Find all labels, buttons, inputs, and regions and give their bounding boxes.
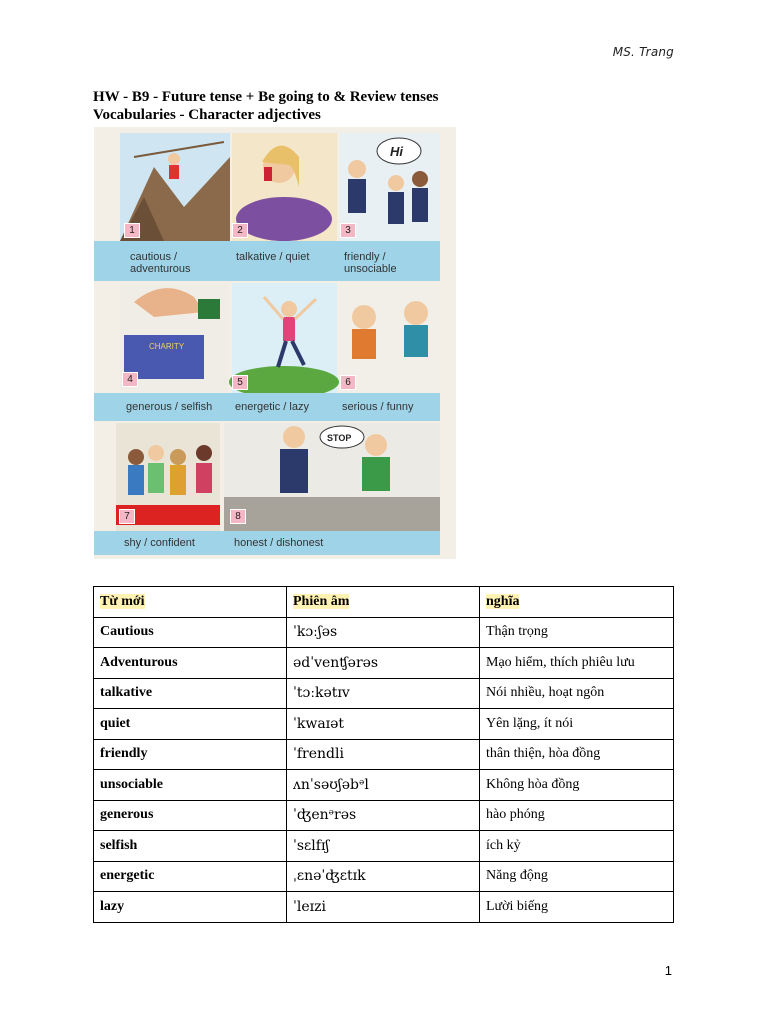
panel-caption: [130, 251, 230, 275]
author-name: MS. Trang: [612, 45, 674, 59]
header-label: Từ mới: [100, 593, 145, 609]
panel-caption-text: talkative / quiet: [236, 251, 310, 263]
table-row: [94, 739, 674, 770]
cell-meaning: Nói nhiều, hoạt ngôn: [480, 678, 674, 709]
panel-number: 6: [340, 375, 356, 390]
cell-meaning: hào phóng: [480, 800, 674, 831]
cell-pronunciation: ˈleɪzi: [287, 892, 480, 923]
cell-word: quiet: [94, 709, 287, 740]
cell-pronunciation: ˈtɔːkətɪv: [287, 678, 480, 709]
column-header-meaning: [480, 587, 674, 618]
cell-pronunciation: ˈʤenᵊrəs: [287, 800, 480, 831]
table-row: [94, 617, 674, 648]
panel-number: 7: [119, 509, 135, 524]
title-line-2: Vocabularies - Character adjectives: [93, 107, 321, 123]
cell-meaning: Năng động: [480, 861, 674, 892]
scene-stop-thief: [224, 423, 440, 533]
column-header-word: [94, 587, 287, 618]
cell-word: Adventurous: [94, 648, 287, 679]
panel-caption-text: friendly / unsociable: [344, 251, 397, 275]
header-label: nghĩa: [486, 593, 520, 609]
table-row: [94, 861, 674, 892]
table-header-row: [94, 587, 674, 618]
cell-word: talkative: [94, 678, 287, 709]
panel-caption-text: cautious / adventurous: [130, 251, 191, 275]
table-row: [94, 831, 674, 862]
cell-pronunciation: ˈfrendli: [287, 739, 480, 770]
panel-caption: shy / confident: [124, 537, 195, 549]
panel-caption: [344, 251, 440, 275]
cell-pronunciation: ˌɛnəˈʤɛtɪk: [287, 861, 480, 892]
panel-number: 2: [232, 223, 248, 238]
cell-word: Cautious: [94, 617, 287, 648]
panel-caption: serious / funny: [342, 401, 414, 413]
speech-bubble-stop: STOP: [327, 433, 352, 443]
table-row: [94, 678, 674, 709]
cell-pronunciation: ədˈvenʧərəs: [287, 648, 480, 679]
speech-bubble-hi: Hi: [390, 144, 403, 159]
header-label: Phiên âm: [293, 593, 350, 609]
panel-caption: [236, 251, 336, 263]
cell-meaning: ích kỷ: [480, 831, 674, 862]
cell-word: lazy: [94, 892, 287, 923]
cell-word: energetic: [94, 861, 287, 892]
cell-meaning: Lười biếng: [480, 892, 674, 923]
charity-sign: CHARITY: [149, 342, 185, 351]
title-line-1: HW - B9 - Future tense + Be going to & Review tenses: [93, 89, 439, 105]
document-title: [93, 88, 438, 124]
character-adjectives-illustration: [94, 127, 456, 559]
cell-pronunciation: ˈkwaɪət: [287, 709, 480, 740]
table-row: [94, 770, 674, 801]
cell-pronunciation: ˈkɔːʃəs: [287, 617, 480, 648]
column-header-pronunciation: [287, 587, 480, 618]
table-row: [94, 800, 674, 831]
cell-pronunciation: ʌnˈsəʊʃəbᵊl: [287, 770, 480, 801]
panel-caption: generous / selfish: [126, 401, 213, 413]
cell-meaning: Thận trọng: [480, 617, 674, 648]
illustration-scenes: [94, 127, 456, 559]
cell-meaning: Mạo hiểm, thích phiêu lưu: [480, 648, 674, 679]
cell-word: friendly: [94, 739, 287, 770]
cell-word: generous: [94, 800, 287, 831]
panel-number: 4: [122, 372, 138, 387]
cell-meaning: thân thiện, hòa đồng: [480, 739, 674, 770]
panel-number: 3: [340, 223, 356, 238]
cell-meaning: Yên lặng, ít nói: [480, 709, 674, 740]
cell-pronunciation: ˈsɛlfɪʃ: [287, 831, 480, 862]
panel-caption: honest / dishonest: [234, 537, 324, 549]
panel-number: 5: [232, 375, 248, 390]
table-row: [94, 648, 674, 679]
panel-number: 8: [230, 509, 246, 524]
vocabulary-table: [93, 586, 674, 923]
table-row: [94, 709, 674, 740]
panel-caption: energetic / lazy: [235, 401, 309, 413]
table-row: [94, 892, 674, 923]
cell-word: unsociable: [94, 770, 287, 801]
cell-word: selfish: [94, 831, 287, 862]
panel-number: 1: [124, 223, 140, 238]
page-number: 1: [664, 963, 672, 978]
cell-meaning: Không hòa đồng: [480, 770, 674, 801]
